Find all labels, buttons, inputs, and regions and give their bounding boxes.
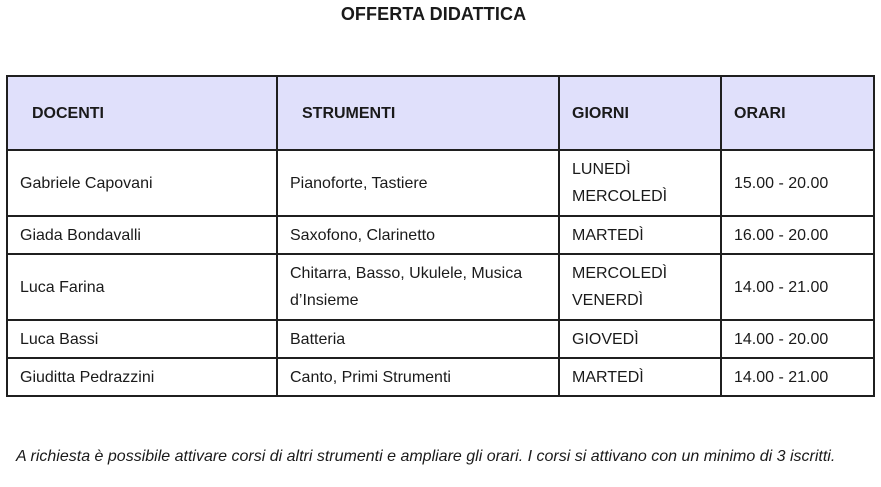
cell-giorni — [559, 358, 721, 396]
cell-docente: Giuditta Pedrazzini — [7, 358, 277, 396]
table-row — [7, 150, 874, 216]
header-orari: ORARI — [721, 76, 874, 150]
cell-giorni — [559, 216, 721, 254]
table-row — [7, 254, 874, 320]
header-strumenti: STRUMENTI — [277, 76, 559, 150]
cell-orari: 14.00 - 21.00 — [721, 358, 874, 396]
cell-giorni — [559, 254, 721, 320]
cell-orari: 14.00 - 20.00 — [721, 320, 874, 358]
giorno: MARTEDÌ — [572, 368, 644, 386]
offerta-table — [6, 75, 875, 397]
table-header-row — [7, 76, 874, 150]
cell-giorni — [559, 320, 721, 358]
cell-orari: 16.00 - 20.00 — [721, 216, 874, 254]
cell-strumenti: Pianoforte, Tastiere — [277, 150, 559, 216]
giorno: VENERDÌ — [572, 292, 644, 309]
cell-strumenti: Batteria — [277, 320, 559, 358]
cell-strumenti: Saxofono, Clarinetto — [277, 216, 559, 254]
giorno: MERCOLEDÌ — [572, 188, 668, 205]
cell-strumenti: Canto, Primi Strumenti — [277, 358, 559, 396]
table-row — [7, 320, 874, 358]
giorno: LUNEDÌ — [572, 161, 631, 178]
cell-docente: Luca Bassi — [7, 320, 277, 358]
header-docenti: DOCENTI — [7, 76, 277, 150]
cell-strumenti: Chitarra, Basso, Ukulele, Musica d’Insieme — [277, 254, 559, 320]
cell-giorni — [559, 150, 721, 216]
table-row — [7, 216, 874, 254]
cell-docente: Giada Bondavalli — [7, 216, 277, 254]
footnote: A richiesta è possibile attivare corsi di altri strumenti e ampliare gli orari. I corsi si attivano con un minimo di 3 iscritti. — [16, 448, 836, 465]
cell-orari: 15.00 - 20.00 — [721, 150, 874, 216]
table-row — [7, 358, 874, 396]
page-title: OFFERTA DIDATTICA — [340, 4, 527, 24]
giorno: MARTEDÌ — [572, 226, 644, 244]
cell-orari: 14.00 - 21.00 — [721, 254, 874, 320]
cell-docente: Luca Farina — [7, 254, 277, 320]
cell-docente: Gabriele Capovani — [7, 150, 277, 216]
giorno: GIOVEDÌ — [572, 330, 639, 348]
header-giorni: GIORNI — [559, 76, 721, 150]
giorno: MERCOLEDÌ — [572, 265, 668, 282]
